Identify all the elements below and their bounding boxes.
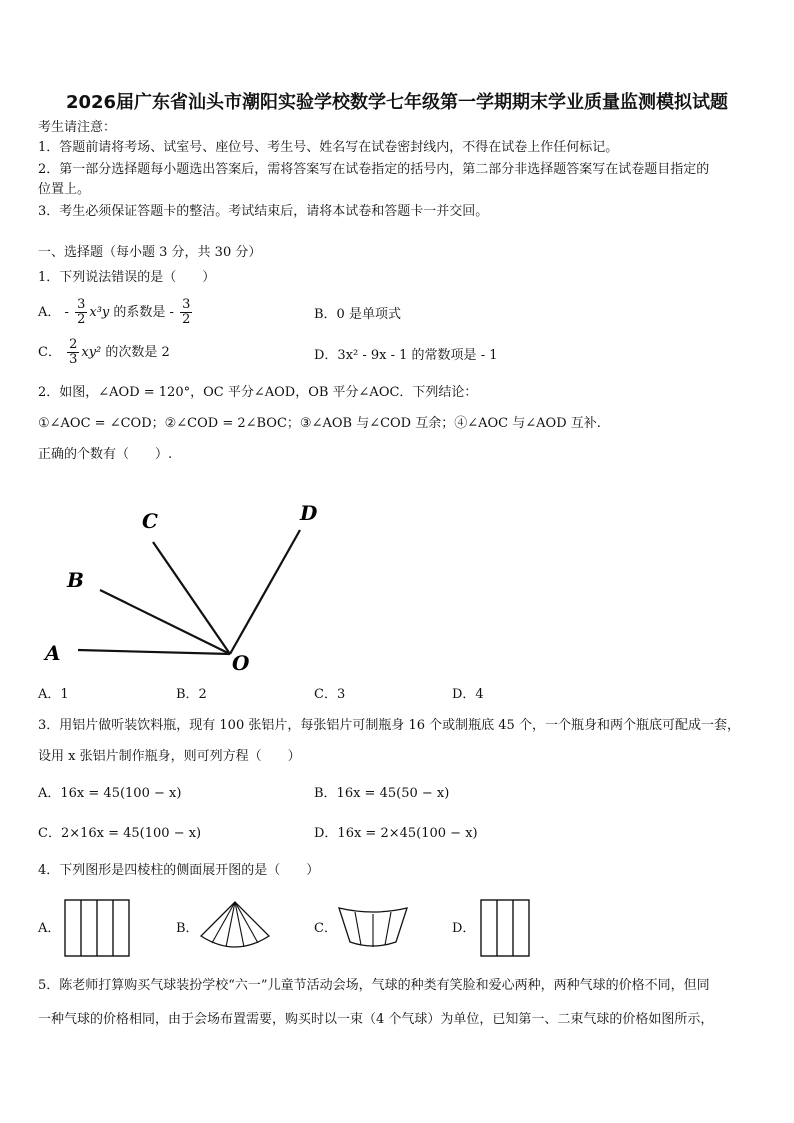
label-a: A [45, 641, 61, 665]
q3-option-d: D．16x = 2×45(100 − x) [314, 826, 478, 841]
q1-option-b: B．0 是单项式 [314, 307, 401, 322]
q2-option-a: A．1 [38, 687, 69, 702]
notice-item-2: 2．第一部分选择题每小题选出答案后，需将答案写在试卷指定的括号内，第二部分非选择题答案写在试卷题目指定的 [38, 162, 710, 177]
notice-item-2-cont: 位置上。 [38, 182, 91, 197]
q1-stem: 1．下列说法错误的是（ ） [38, 270, 216, 285]
q1-a-label: A． [38, 305, 61, 320]
q2-count-prompt: 正确的个数有（ ）. [38, 447, 173, 462]
notice-item-1: 1．答题前请将考场、试室号、座位号、考生号、姓名写在试卷密封线内，不得在试卷上作任何标记。 [38, 140, 619, 155]
q1-c-fraction [67, 338, 79, 367]
section-heading: 一、选择题（每小题 3 分，共 30 分） [38, 245, 262, 260]
q4-figure-b [198, 900, 272, 952]
q1-c-den: 3 [69, 352, 78, 367]
ray-oa [78, 650, 230, 654]
q3-option-c: C．2×16x = 45(100 − x) [38, 826, 202, 841]
q2-option-d: D．4 [452, 687, 484, 702]
q1-a-num: 3 [77, 297, 86, 312]
q4-option-b-label: B． [176, 921, 199, 936]
q1-a-text: 的系数是 [113, 305, 166, 320]
q1-a-den: 2 [77, 312, 86, 327]
q3-option-a: A．16x = 45(100 − x) [38, 786, 182, 801]
label-d: D [300, 501, 318, 525]
q4-option-a-label: A． [38, 921, 61, 936]
q4-option-c-label: C． [314, 921, 337, 936]
q2-stem: 2．如图，∠AOD = 120°，OC 平分∠AOD，OB 平分∠AOC．下列结论： [38, 385, 478, 400]
q1-a-num2: 3 [182, 297, 191, 312]
q2-angle-figure [30, 490, 350, 680]
q2-option-c: C．3 [314, 687, 346, 702]
q3-stem-line2: 设用 x 张铝片制作瓶身，则可列方程（ ） [38, 749, 301, 764]
q1-option-c [38, 338, 170, 367]
q2-option-b: B．2 [176, 687, 207, 702]
q3-stem-line1: 3．用铝片做听装饮料瓶，现有 100 张铝片，每张铝片可制瓶身 16 个或制瓶底 45 个，一个瓶身和两个瓶底可配成一套， [38, 718, 740, 733]
q1-option-d: D．3x² - 9x - 1 的常数项是 - 1 [314, 348, 498, 363]
q1-c-var: xy² [81, 345, 102, 360]
q2-conclusions: ①∠AOC = ∠COD；②∠COD = 2∠BOC；③∠AOB 与∠COD 互余；④∠AOC 与∠AOD 互补. [38, 416, 601, 431]
q1-a-fraction [75, 298, 87, 327]
q1-c-text: 的次数是 2 [105, 345, 170, 360]
q1-a-fraction2 [180, 298, 192, 327]
notice-heading: 考生请注意： [38, 120, 117, 135]
label-c: C [142, 509, 158, 533]
q4-figure-c [336, 902, 410, 950]
q4-figure-d [480, 898, 532, 958]
q1-c-num: 2 [69, 337, 78, 352]
q5-line2: 一种气球的价格相同，由于会场布置需要，购买时以一束（4 个气球）为单位，已知第一、二束气球的价格如图所示， [38, 1012, 714, 1027]
ray-oc [153, 542, 230, 654]
label-o: O [232, 651, 250, 675]
q1-option-a [38, 298, 194, 327]
ray-od [230, 530, 300, 654]
label-b: B [67, 568, 84, 592]
q1-a-var: x³y [89, 305, 110, 320]
q1-a-minus2: - [169, 305, 174, 320]
q4-figure-a [64, 898, 132, 958]
q1-a-minus: - [64, 305, 69, 320]
q1-c-label: C． [38, 345, 61, 360]
q5-line1: 5．陈老师打算购买气球装扮学校“六一”儿童节活动会场，气球的种类有笑脸和爱心两种，两种气球的价格不同，但同 [38, 978, 710, 993]
page-title: 2026届广东省汕头市潮阳实验学校数学七年级第一学期期末学业质量监测模拟试题 [65, 92, 729, 113]
ray-ob [100, 590, 230, 654]
q3-option-b: B．16x = 45(50 − x) [314, 786, 450, 801]
notice-item-3: 3．考生必须保证答题卡的整洁。考试结束后，请将本试卷和答题卡一并交回。 [38, 204, 489, 219]
q4-option-d-label: D． [452, 921, 476, 936]
q4-stem: 4．下列图形是四棱柱的侧面展开图的是（ ） [38, 863, 320, 878]
q1-a-den2: 2 [182, 312, 191, 327]
